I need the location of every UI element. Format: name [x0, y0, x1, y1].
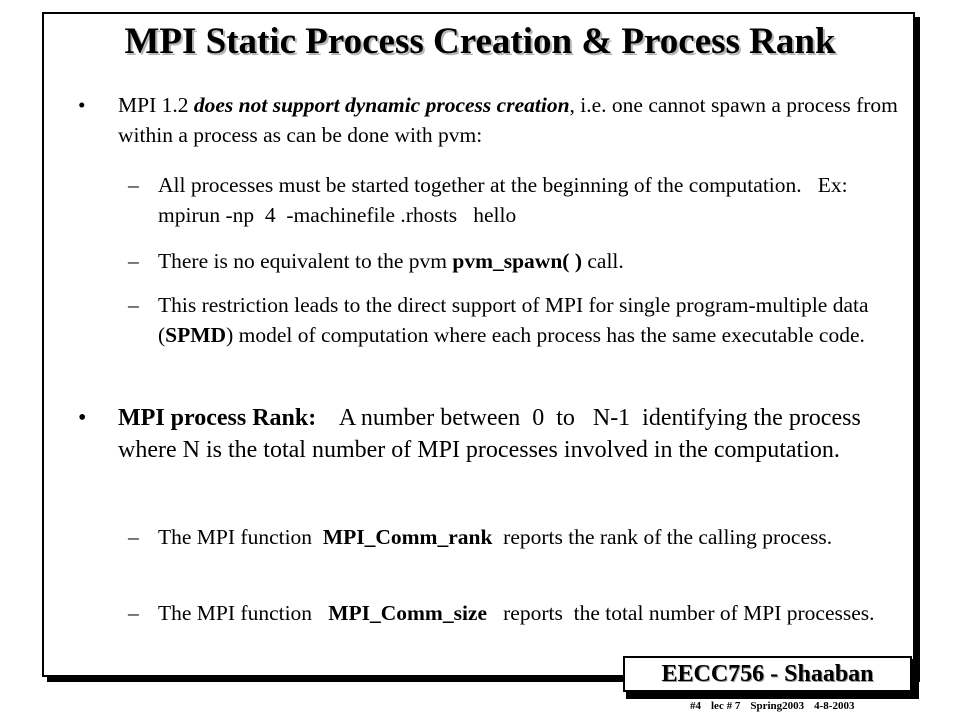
slide-footer — [690, 700, 920, 712]
subbullet-text-bold: MPI_Comm_rank — [322, 525, 493, 549]
bullet-text — [118, 402, 908, 466]
bullet-text-pre: MPI 1.2 — [118, 93, 194, 117]
subbullet-comm-size — [128, 598, 908, 628]
bullet-process-rank — [78, 402, 908, 466]
subbullet-text-post: ) model of computation where each process has the same executable code. — [226, 323, 865, 347]
subbullet-marker: – — [128, 249, 139, 273]
subbullet-marker: – — [128, 293, 139, 317]
subbullet-no-spawn — [128, 246, 908, 276]
subbullet-text-post: call. — [581, 249, 624, 273]
bullet-marker: • — [78, 93, 86, 117]
bullet-text — [118, 90, 908, 150]
footer-lecture: lec # 7 — [711, 700, 741, 712]
subbullet-text-bold: SPMD — [165, 323, 227, 347]
course-badge: EECC756 - Shaaban — [623, 656, 912, 692]
subbullet-text-pre: The MPI function — [158, 601, 329, 625]
subbullet-text-bold: pvm_spawn( ) — [452, 249, 582, 273]
bullet-text-post: A number between 0 to N-1 identifying the process where N is the total number of MPI processes involved in the computation. — [118, 405, 867, 463]
subbullet-marker: – — [128, 173, 139, 197]
subbullet-text — [158, 522, 908, 552]
subbullet-text-bold: MPI_Comm_size — [328, 601, 488, 625]
slide-title: MPI Static Process Creation & Process Rank — [124, 21, 836, 62]
subbullet-text-post: reports the rank of the calling process. — [492, 525, 833, 549]
subbullet-comm-rank — [128, 522, 908, 552]
bullet-text-emphasis: does not support dynamic process creation — [193, 93, 570, 117]
subbullet-text-pre: This restriction leads to the direct support of MPI for single program-multiple data ( — [158, 293, 869, 347]
subbullet-text-pre: The MPI function — [158, 525, 323, 549]
bullet-marker: • — [78, 405, 87, 431]
bullet-static-creation — [78, 90, 908, 150]
subbullet-text — [158, 246, 908, 276]
subbullet-text-pre: There is no equivalent to the pvm — [158, 249, 453, 273]
subbullet-text — [158, 598, 908, 628]
bullet-text-post: , i.e. one cannot spawn a process from within a process as can be done with pvm: — [118, 93, 898, 147]
subbullet-text-post: reports the total number of MPI processes. — [487, 601, 875, 625]
subbullet-marker: – — [128, 525, 139, 549]
footer-date: 4-8-2003 — [814, 700, 855, 712]
subbullet-text — [158, 290, 908, 350]
subbullet-spmd — [128, 290, 908, 350]
footer-term: Spring2003 — [750, 700, 805, 712]
subbullet-marker: – — [128, 601, 139, 625]
bullet-text-bold: MPI process Rank: — [118, 405, 317, 431]
subbullet-started-together — [128, 170, 908, 230]
subbullet-text: All processes must be started together at the beginning of the computation. Ex: mpirun -np 4 -machinefile .rhosts hello — [158, 173, 864, 227]
footer-slide-number: #4 — [690, 700, 701, 712]
